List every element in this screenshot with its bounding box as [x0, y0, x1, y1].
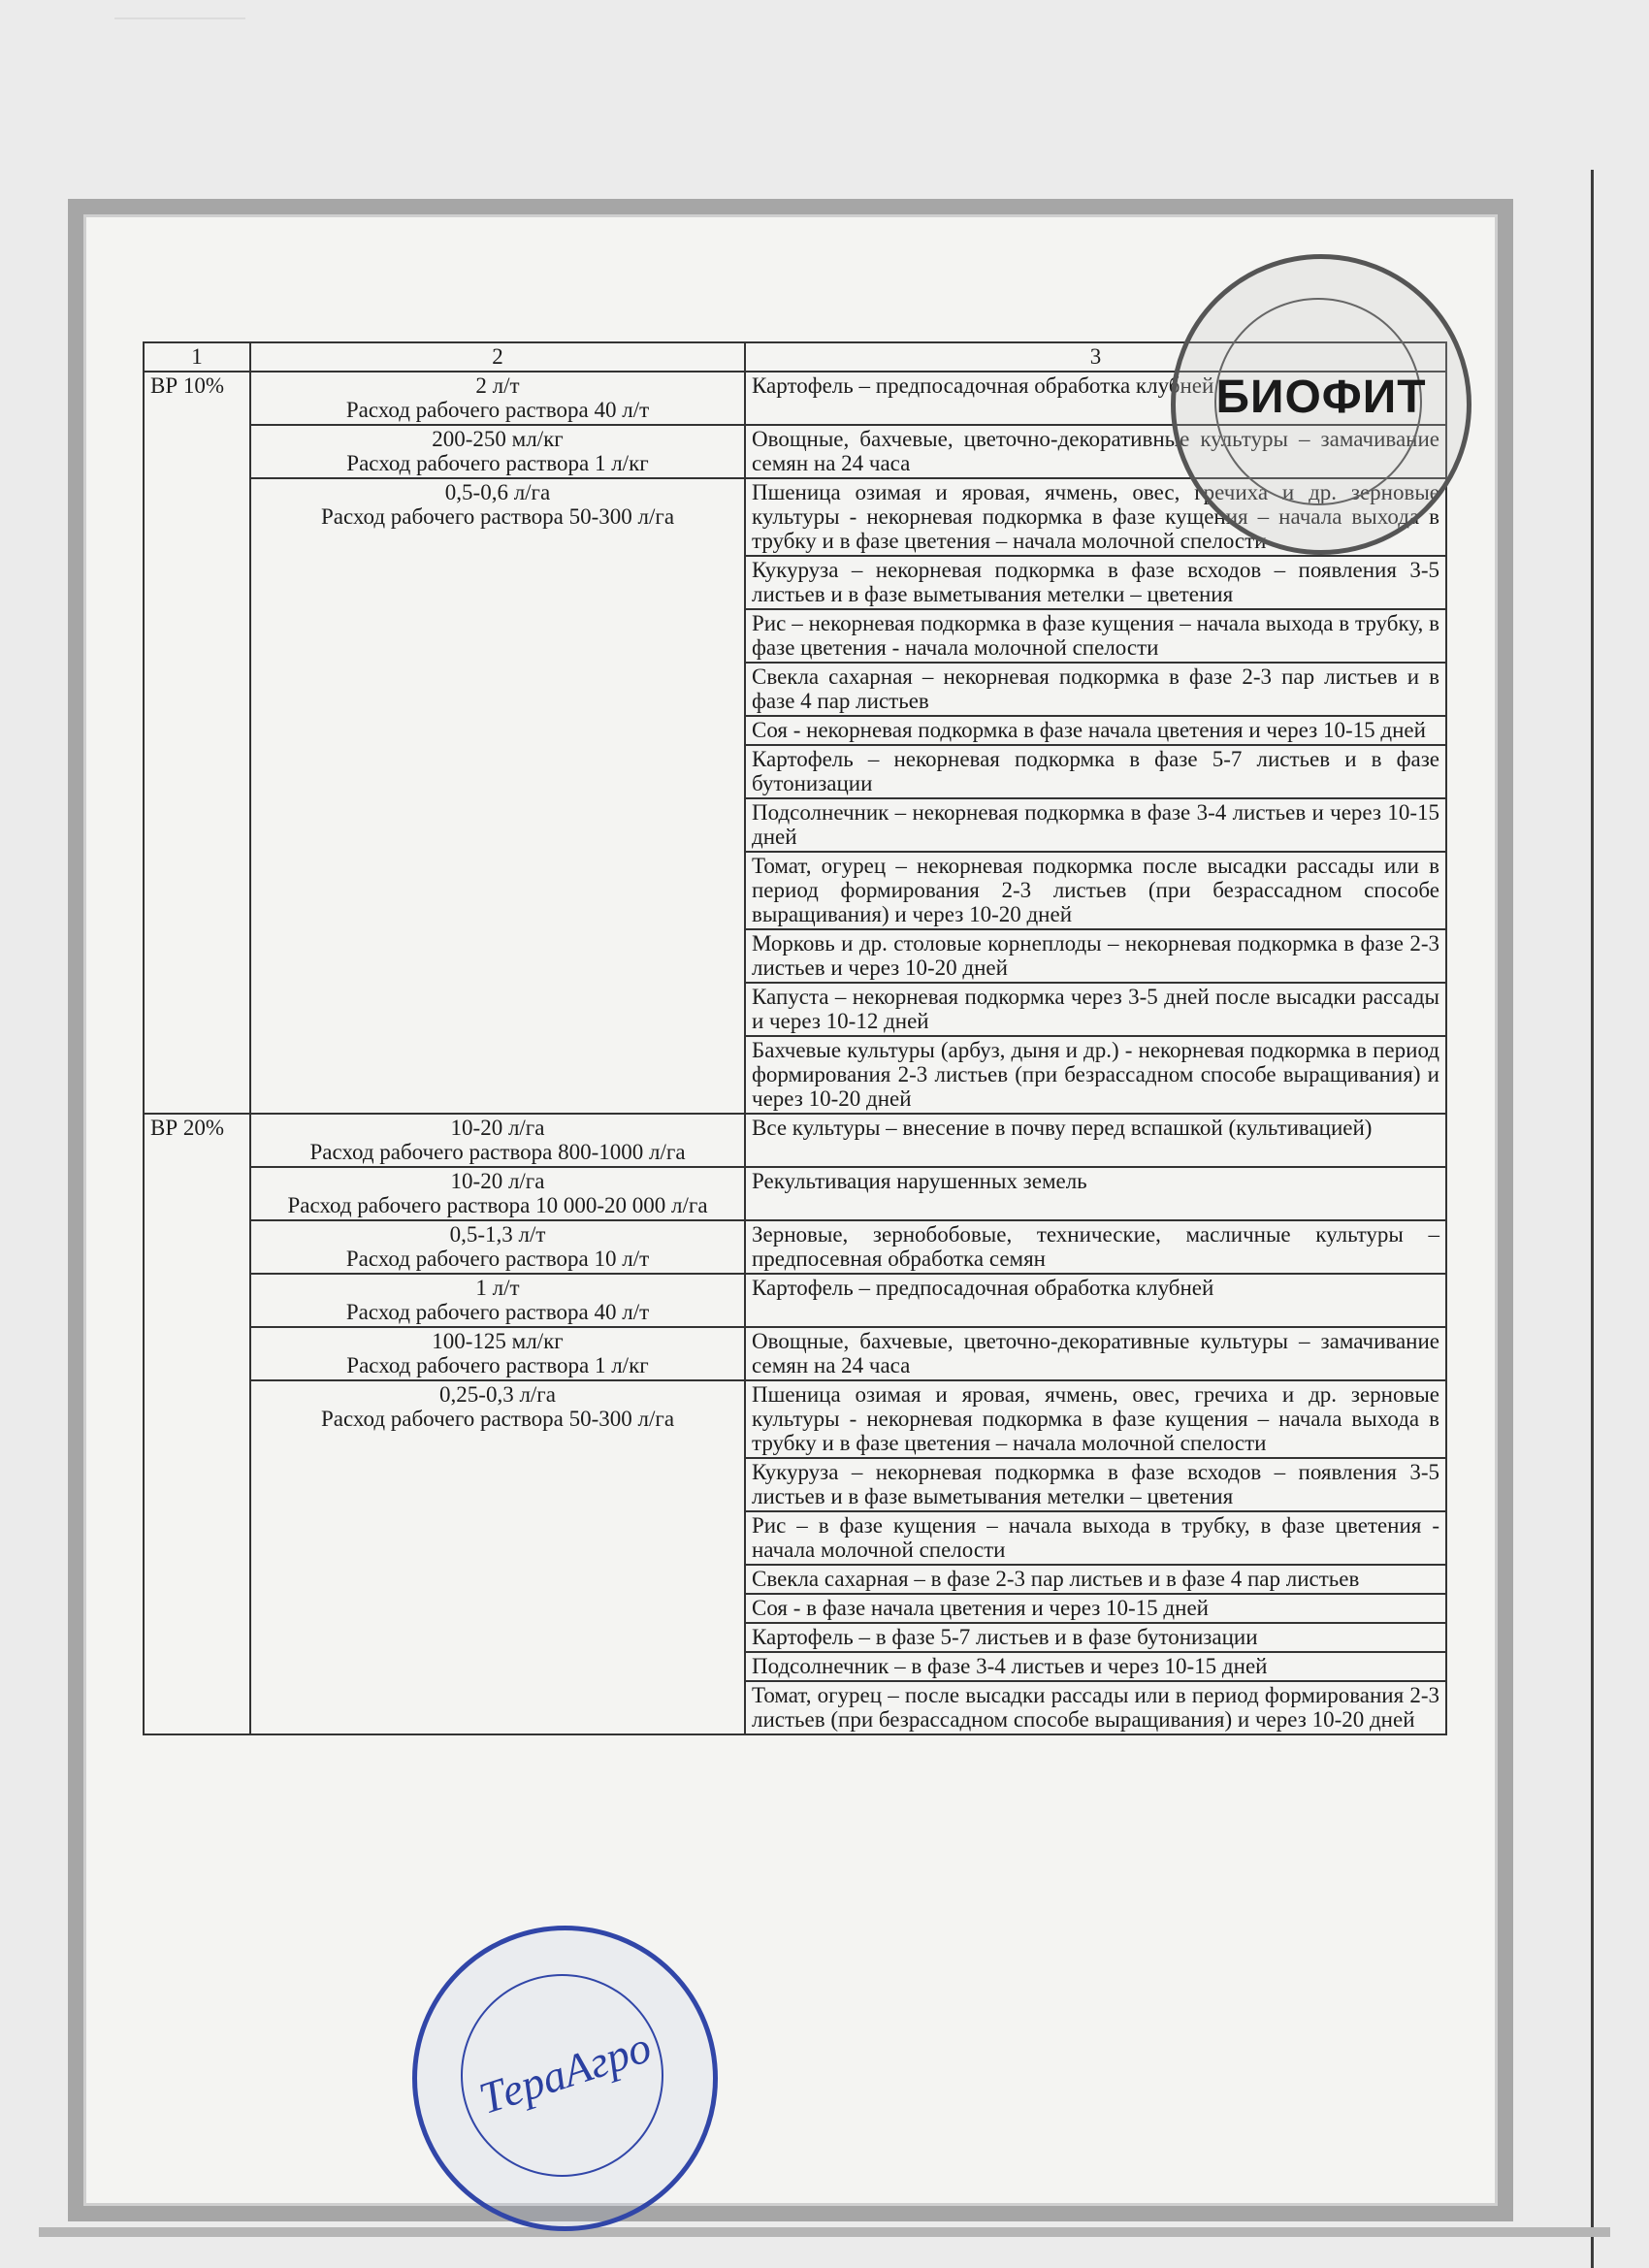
- crop-use-cell: Пшеница озимая и яровая, ячмень, овес, гречиха и др. зерновые культуры - некорневая подкормка в фазе кущения – начала выхода в трубку и в фазе цветения – начала молочной спелости: [745, 1380, 1446, 1458]
- column-header: 1: [144, 342, 250, 372]
- crop-use-cell: Томат, огурец – некорневая подкормка после высадки рассады или в период формирования 2-3 листьев (при безрассадном способе выращивания) и через 10-20 дней: [745, 852, 1446, 929]
- solution-rate: Расход рабочего раствора 40 л/т: [345, 398, 650, 422]
- crop-use-cell: Соя - некорневая подкормка в фазе начала цветения и через 10-15 дней: [745, 716, 1446, 745]
- crop-use-cell: Томат, огурец – после высадки рассады или в период формирования 2-3 листьев (при безрассадном способе выращивания) и через 10-20 дней: [745, 1681, 1446, 1734]
- crop-use-cell: Морковь и др. столовые корнеплоды – некорневая подкормка в фазе 2-3 листьев и через 10-20 дней: [745, 929, 1446, 983]
- scan-edge-line: [1591, 170, 1594, 2268]
- rate-cell: [250, 372, 745, 425]
- rate-value: 0,5-1,3 л/т: [449, 1222, 546, 1247]
- rate-cell: [250, 1167, 745, 1220]
- crop-use-cell: Бахчевые культуры (арбуз, дыня и др.) - некорневая подкормка в период формирования 2-3 листьев (при безрассадном способе выращивания) и через 10-20 дней: [745, 1036, 1446, 1114]
- table-row: [144, 1167, 1446, 1220]
- rate-cell: [250, 1380, 745, 1734]
- solution-rate: Расход рабочего раствора 50-300 л/га: [320, 1407, 675, 1431]
- scan-bottom-band: [39, 2227, 1610, 2237]
- rate-value: 100-125 мл/кг: [432, 1329, 564, 1353]
- rate-cell: [250, 1114, 745, 1167]
- rate-value: 0,25-0,3 л/га: [439, 1382, 556, 1407]
- seal-name: БИОФИТ: [1215, 372, 1427, 423]
- crop-use-cell: Кукуруза – некорневая подкормка в фазе всходов – появления 3-5 листьев и в фазе выметывания метелки – цветения: [745, 556, 1446, 609]
- table-row: [144, 1274, 1446, 1327]
- scan-specks: [114, 17, 245, 19]
- table-row: [144, 1327, 1446, 1380]
- application-rates-table: [143, 341, 1447, 1735]
- solution-rate: Расход рабочего раствора 10 000-20 000 л/га: [287, 1193, 708, 1217]
- crop-use-cell: Кукуруза – некорневая подкормка в фазе всходов – появления 3-5 листьев и в фазе выметывания метелки – цветения: [745, 1458, 1446, 1511]
- solution-rate: Расход рабочего раствора 50-300 л/га: [320, 504, 675, 529]
- crop-use-cell: Овощные, бахчевые, цветочно-декоративные культуры – замачивание семян на 24 часа: [745, 425, 1446, 478]
- crop-use-cell: Пшеница озимая и яровая, ячмень, овес, гречиха и др. зерновые культуры - некорневая подкормка в фазе кущения – начала выхода в трубку и в фазе цветения – начала молочной спелости: [745, 478, 1446, 556]
- rate-value: 200-250 мл/кг: [432, 427, 564, 451]
- solution-rate: Расход рабочего раствора 1 л/кг: [346, 1353, 649, 1377]
- crop-use-cell: Рис – в фазе кущения – начала выхода в трубку, в фазе цветения - начала молочной спелости: [745, 1511, 1446, 1565]
- solution-rate: Расход рабочего раствора 800-1000 л/га: [309, 1140, 686, 1164]
- seal-name: ТераАгро: [472, 2022, 658, 2123]
- crop-use-cell: Картофель – некорневая подкормка в фазе 5-7 листьев и в фазе бутонизации: [745, 745, 1446, 798]
- rate-cell: [250, 1327, 745, 1380]
- rate-value: 2 л/т: [475, 373, 520, 398]
- rate-cell: [250, 478, 745, 1114]
- crop-use-cell: Картофель – в фазе 5-7 листьев и в фазе бутонизации: [745, 1623, 1446, 1652]
- crop-use-cell: Рекультивация нарушенных земель: [745, 1167, 1446, 1220]
- solution-rate: Расход рабочего раствора 10 л/т: [345, 1247, 650, 1271]
- crop-use-cell: Соя - в фазе начала цветения и через 10-15 дней: [745, 1594, 1446, 1623]
- company-seal-bottom: [412, 1926, 718, 2231]
- table-row: [144, 1380, 1446, 1458]
- solution-rate: Расход рабочего раствора 40 л/т: [345, 1300, 650, 1324]
- rate-cell: [250, 1274, 745, 1327]
- crop-use-cell: Зерновые, зернобобовые, технические, масличные культуры – предпосевная обработка семян: [745, 1220, 1446, 1274]
- table-row: [144, 1114, 1446, 1167]
- formulation-cell: ВР 20%: [144, 1114, 250, 1734]
- crop-use-cell: Овощные, бахчевые, цветочно-декоративные культуры – замачивание семян на 24 часа: [745, 1327, 1446, 1380]
- crop-use-cell: Картофель – предпосадочная обработка клубней: [745, 1274, 1446, 1327]
- crop-use-cell: Свекла сахарная – некорневая подкормка в фазе 2-3 пар листьев и в фазе 4 пар листьев: [745, 663, 1446, 716]
- rate-value: 0,5-0,6 л/га: [444, 480, 551, 504]
- rate-cell: [250, 1220, 745, 1274]
- crop-use-cell: Подсолнечник – в фазе 3-4 листьев и через 10-15 дней: [745, 1652, 1446, 1681]
- rate-value: 10-20 л/га: [450, 1116, 545, 1140]
- rate-cell: [250, 425, 745, 478]
- crop-use-cell: Рис – некорневая подкормка в фазе кущения – начала выхода в трубку, в фазе цветения - начала молочной спелости: [745, 609, 1446, 663]
- rate-value: 10-20 л/га: [450, 1169, 545, 1193]
- company-seal-top: [1171, 254, 1471, 555]
- crop-use-cell: Подсолнечник – некорневая подкормка в фазе 3-4 листьев и через 10-15 дней: [745, 798, 1446, 852]
- crop-use-cell: Свекла сахарная – в фазе 2-3 пар листьев и в фазе 4 пар листьев: [745, 1565, 1446, 1594]
- solution-rate: Расход рабочего раствора 1 л/кг: [346, 451, 649, 475]
- crop-use-cell: Капуста – некорневая подкормка через 3-5 дней после высадки рассады и через 10-12 дней: [745, 983, 1446, 1036]
- rate-value: 1 л/т: [475, 1276, 520, 1300]
- formulation-cell: ВР 10%: [144, 372, 250, 1114]
- column-header: 2: [250, 342, 745, 372]
- crop-use-cell: Все культуры – внесение в почву перед вспашкой (культивацией): [745, 1114, 1446, 1167]
- table-row: [144, 1220, 1446, 1274]
- column-header: 3: [745, 342, 1446, 372]
- crop-use-cell: Картофель – предпосадочная обработка клубней: [745, 372, 1446, 425]
